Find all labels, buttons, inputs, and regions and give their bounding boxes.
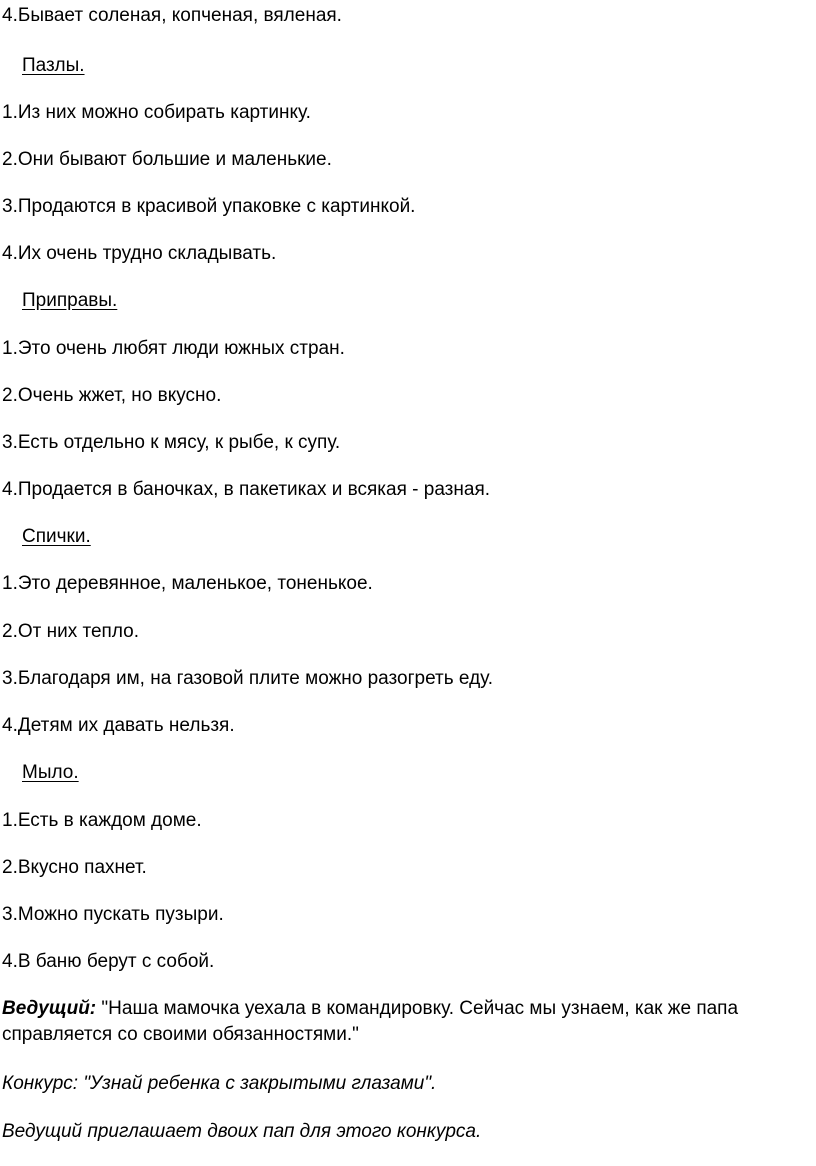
riddle-line: 3.Можно пускать пузыри. — [2, 904, 224, 925]
riddle-line: 2.Они бывают большие и маленькие. — [2, 149, 332, 170]
riddle-line: 4.Продается в баночках, в пакетиках и всякая - разная. — [2, 479, 491, 500]
riddle-line: 3.Благодаря им, на газовой плите можно разогреть еду. — [2, 668, 494, 689]
riddle-line: 3.Есть отдельно к мясу, к рыбе, к супу. — [2, 432, 341, 453]
riddle-heading-matches: Спички. — [22, 526, 91, 547]
riddle-line: 4.В баню берут с собой. — [2, 951, 215, 972]
contest-title: Конкурс: "Узнай ребенка с закрытыми глазами". — [2, 1073, 437, 1094]
riddle-heading-puzzles: Пазлы. — [22, 55, 85, 76]
riddle-line: 1.Есть в каждом доме. — [2, 810, 202, 831]
host-speech: "Наша мамочка уехала в командировку. Сейчас мы узнаем, как же папа справляется со своими обязанностями." — [2, 998, 739, 1045]
riddle-line: 1.Из них можно собирать картинку. — [2, 102, 311, 123]
riddle-line: 4.Их очень трудно складывать. — [2, 243, 277, 264]
riddle-line: 4.Бывает соленая, копченая, вяленая. — [2, 5, 342, 26]
riddle-line: 2.Вкусно пахнет. — [2, 857, 147, 878]
host-label: Ведущий: — [2, 998, 97, 1019]
riddle-line: 2.Очень жжет, но вкусно. — [2, 385, 222, 406]
riddle-line: 1.Это очень любят люди южных стран. — [2, 338, 345, 359]
riddle-line: 3.Продаются в красивой упаковке с картинкой. — [2, 196, 416, 217]
host-invite: Ведущий приглашает двоих пап для этого конкурса. — [2, 1121, 482, 1142]
riddle-heading-soap: Мыло. — [22, 762, 79, 783]
riddle-line: 4.Детям их давать нельзя. — [2, 715, 235, 736]
host-paragraph — [2, 996, 802, 1048]
riddle-heading-spices: Приправы. — [22, 290, 118, 311]
riddle-line: 1.Это деревянное, маленькое, тоненькое. — [2, 573, 373, 594]
riddle-line: 2.От них тепло. — [2, 621, 139, 642]
